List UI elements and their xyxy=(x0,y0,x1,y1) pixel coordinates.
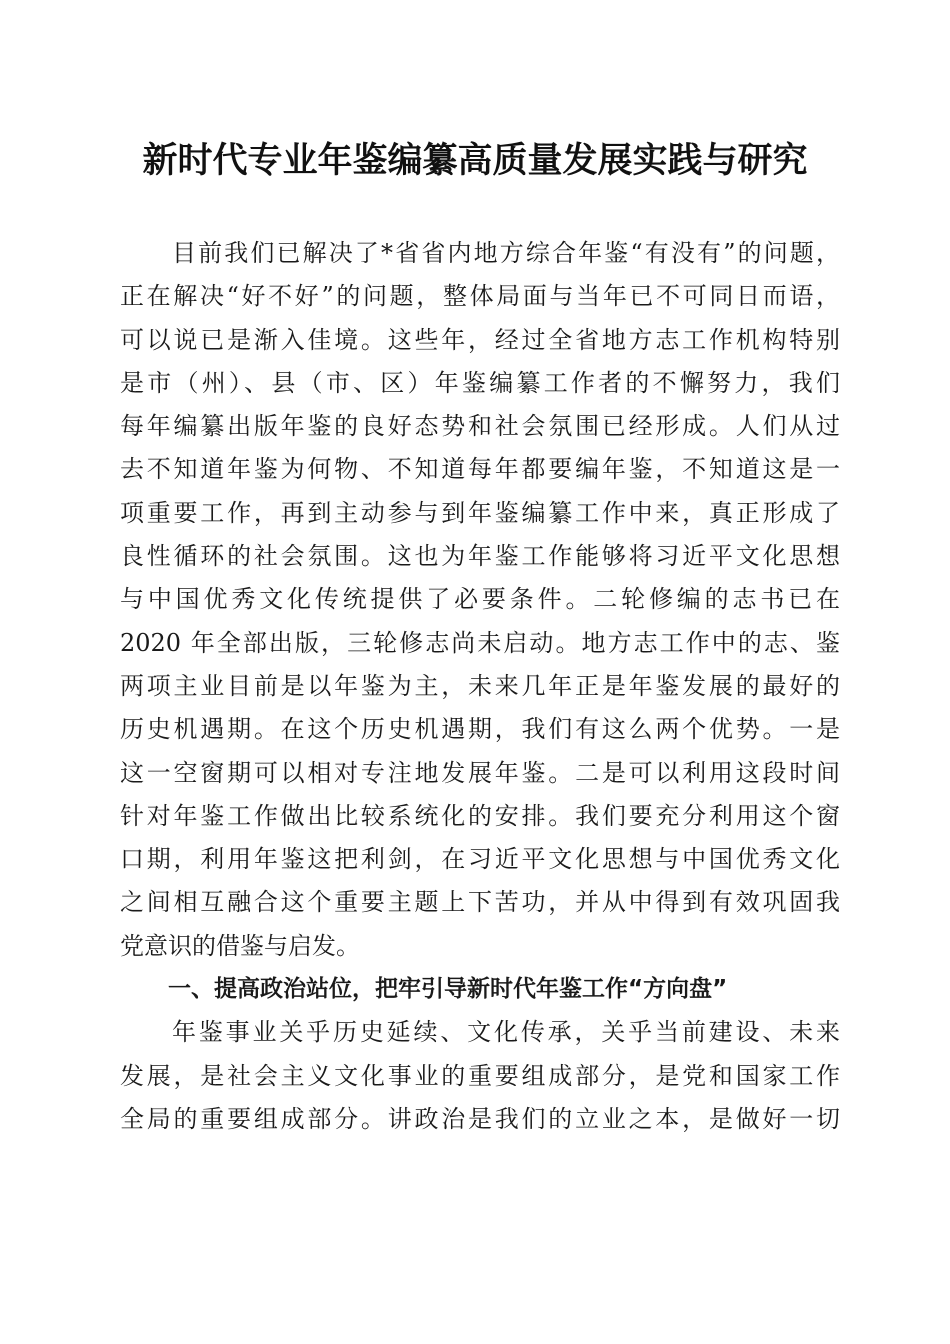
paragraph-1-line-16: 之间相互融合这个重要主题上下苦功，并从中得到有效巩固我 xyxy=(120,888,840,917)
paragraph-1-line-12: 历史机遇期。在这个历史机遇期，我们有这么两个优势。一是 xyxy=(120,715,840,744)
paragraph-1-line-6: 去不知道年鉴为何物、不知道每年都要编年鉴，不知道这是一 xyxy=(120,455,840,484)
paragraph-1-line-2: 正在解决“好不好”的问题，整体局面与当年已不可同日而语， xyxy=(120,282,840,311)
paragraph-1-line-9: 与中国优秀文化传统提供了必要条件。二轮修编的志书已在 xyxy=(120,585,840,614)
paragraph-1-line-13: 这一空窗期可以相对专注地发展年鉴。二是可以利用这段时间 xyxy=(120,758,840,787)
paragraph-2-line-3: 全局的重要组成部分。讲政治是我们的立业之本，是做好一切 xyxy=(120,1104,840,1133)
paragraph-1-line-8: 良性循环的社会氛围。这也为年鉴工作能够将习近平文化思想 xyxy=(120,542,840,571)
paragraph-1-line-1: 目前我们已解决了*省省内地方综合年鉴“有没有”的问题， xyxy=(172,239,840,267)
paragraph-1-line-7: 项重要工作，再到主动参与到年鉴编纂工作中来，真正形成了 xyxy=(120,498,840,527)
paragraph-2-line-2: 发展，是社会主义文化事业的重要组成部分，是党和国家工作 xyxy=(120,1061,840,1090)
section-1-heading: 一、提高政治站位，把牢引导新时代年鉴工作“方向盘” xyxy=(168,976,728,1003)
document-body xyxy=(120,232,840,1141)
paragraph-1-line-14: 针对年鉴工作做出比较系统化的安排。我们要充分利用这个窗 xyxy=(120,801,840,830)
paragraph-1-line-11: 两项主业目前是以年鉴为主，未来几年正是年鉴发展的最好的 xyxy=(120,671,840,700)
paragraph-1-line-5: 每年编纂出版年鉴的良好态势和社会氛围已经形成。人们从过 xyxy=(120,412,840,441)
paragraph-2-line-1: 年鉴事业关乎历史延续、文化传承，关乎当前建设、未来 xyxy=(172,1018,840,1047)
paragraph-1-line-15: 口期，利用年鉴这把利剑，在习近平文化思想与中国优秀文化 xyxy=(120,845,840,874)
paragraph-1-line-3: 可以说已是渐入佳境。这些年，经过全省地方志工作机构特别 xyxy=(120,325,840,354)
paragraph-1-line-4: 是市（州）、县（市、区）年鉴编纂工作者的不懈努力，我们 xyxy=(120,368,840,397)
paragraph-1-line-17: 党意识的借鉴与启发。 xyxy=(120,931,360,960)
document-title: 新时代专业年鉴编纂高质量发展实践与研究 xyxy=(142,140,808,181)
paragraph-1-line-10: 2020 年全部出版，三轮修志尚未启动。地方志工作中的志、鉴 xyxy=(120,628,840,657)
